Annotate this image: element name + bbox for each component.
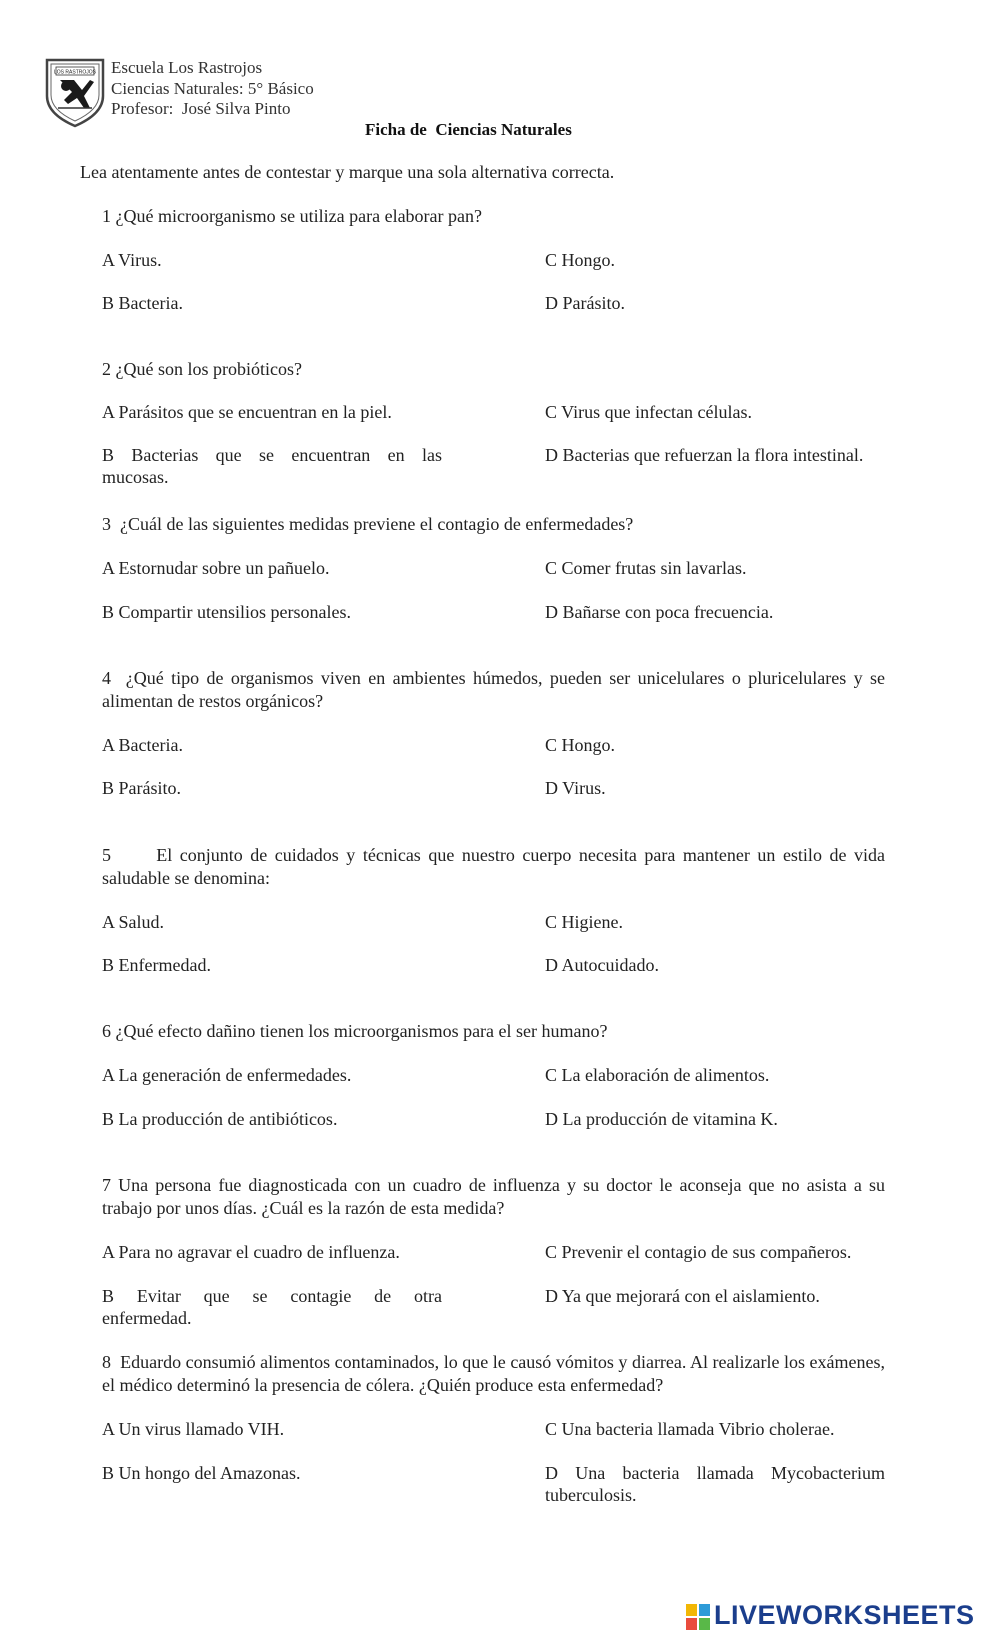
- school-logo: [44, 56, 106, 128]
- question-6-option-d[interactable]: D La producción de vitamina K.: [545, 1109, 778, 1129]
- question-2-option-b-line1[interactable]: B Bacterias que se encuentran en las: [102, 445, 442, 465]
- question-3-option-d[interactable]: D Bañarse con poca frecuencia.: [545, 602, 774, 622]
- question-7-option-b-line1[interactable]: B Evitar que se contagie de otra: [102, 1286, 442, 1306]
- question-8-option-d-line2[interactable]: tuberculosis.: [545, 1485, 637, 1505]
- question-1-option-d[interactable]: D Parásito.: [545, 293, 625, 313]
- question-6-option-a[interactable]: A La generación de enfermedades.: [102, 1065, 352, 1085]
- question-2-option-c[interactable]: C Virus que infectan células.: [545, 402, 753, 422]
- question-1-option-a[interactable]: A Virus.: [102, 250, 162, 270]
- question-8-option-b[interactable]: B Un hongo del Amazonas.: [102, 1463, 301, 1483]
- question-1-option-c[interactable]: C Hongo.: [545, 250, 616, 270]
- question-5-option-d[interactable]: D Autocuidado.: [545, 955, 659, 975]
- question-7-option-b-line2[interactable]: enfermedad.: [102, 1308, 192, 1328]
- question-3-option-a[interactable]: A Estornudar sobre un pañuelo.: [102, 558, 330, 578]
- page-title: Ficha de Ciencias Naturales: [365, 120, 572, 139]
- liveworksheets-icon: [686, 1604, 710, 1630]
- question-4-option-b[interactable]: B Parásito.: [102, 778, 181, 798]
- question-3: 3 ¿Cuál de las siguientes medidas previene el contagio de enfermedades?: [102, 514, 634, 534]
- question-4-option-d[interactable]: D Virus.: [545, 778, 606, 798]
- question-7: 7 Una persona fue diagnosticada con un cuadro de influenza y su doctor le aconseja que no asista a su trabajo por unos días. ¿Cuál es la razón de esta medida?: [102, 1175, 885, 1218]
- logo-text: LOS RASTROJOS: [54, 69, 96, 76]
- teacher-name: Profesor: José Silva Pinto: [111, 99, 291, 118]
- course-name: Ciencias Naturales: 5° Básico: [111, 79, 314, 98]
- liveworksheets-logo: [686, 1600, 986, 1634]
- question-2: 2 ¿Qué son los probióticos?: [102, 359, 302, 379]
- question-4: 4 ¿Qué tipo de organismos viven en ambientes húmedos, pueden ser unicelulares o pluricelulares y se alimentan de restos orgánicos?: [102, 668, 890, 711]
- question-8-option-c[interactable]: C Una bacteria llamada Vibrio cholerae.: [545, 1419, 835, 1439]
- question-8: 8 Eduardo consumió alimentos contaminados, lo que le causó vómitos y diarrea. Al realizarle los exámenes, el médico determinó la presencia de cólera. ¿Quién produce esta enfermedad?: [102, 1352, 890, 1395]
- question-2-option-d[interactable]: D Bacterias que refuerzan la flora intestinal.: [545, 445, 864, 465]
- liveworksheets-brand: LIVEWORKSHEETS: [714, 1600, 975, 1630]
- question-7-option-c[interactable]: C Prevenir el contagio de sus compañeros.: [545, 1242, 852, 1262]
- question-6-option-c[interactable]: C La elaboración de alimentos.: [545, 1065, 770, 1085]
- question-2-option-a[interactable]: A Parásitos que se encuentran en la piel.: [102, 402, 392, 422]
- question-8-option-d-line1[interactable]: D Una bacteria llamada Mycobacterium: [545, 1463, 885, 1483]
- question-6-option-b[interactable]: B La producción de antibióticos.: [102, 1109, 338, 1129]
- question-7-option-d[interactable]: D Ya que mejorará con el aislamiento.: [545, 1286, 820, 1306]
- question-5-option-a[interactable]: A Salud.: [102, 912, 165, 932]
- question-1-option-b[interactable]: B Bacteria.: [102, 293, 183, 313]
- question-1: 1 ¿Qué microorganismo se utiliza para elaborar pan?: [102, 206, 483, 226]
- question-3-option-b[interactable]: B Compartir utensilios personales.: [102, 602, 351, 622]
- question-2-option-b-line2[interactable]: mucosas.: [102, 467, 169, 487]
- question-5: 5 El conjunto de cuidados y técnicas que nuestro cuerpo necesita para mantener un estilo de vida saludable se denomina:: [102, 845, 890, 888]
- school-name: Escuela Los Rastrojos: [111, 58, 263, 77]
- instructions: Lea atentamente antes de contestar y marque una sola alternativa correcta.: [80, 162, 615, 182]
- question-4-option-a[interactable]: A Bacteria.: [102, 735, 183, 755]
- question-5-option-c[interactable]: C Higiene.: [545, 912, 623, 932]
- question-4-option-c[interactable]: C Hongo.: [545, 735, 616, 755]
- question-6: 6 ¿Qué efecto dañino tienen los microorganismos para el ser humano?: [102, 1021, 608, 1041]
- question-5-option-b[interactable]: B Enfermedad.: [102, 955, 211, 975]
- question-3-option-c[interactable]: C Comer frutas sin lavarlas.: [545, 558, 747, 578]
- question-7-option-a[interactable]: A Para no agravar el cuadro de influenza.: [102, 1242, 400, 1262]
- question-8-option-a[interactable]: A Un virus llamado VIH.: [102, 1419, 285, 1439]
